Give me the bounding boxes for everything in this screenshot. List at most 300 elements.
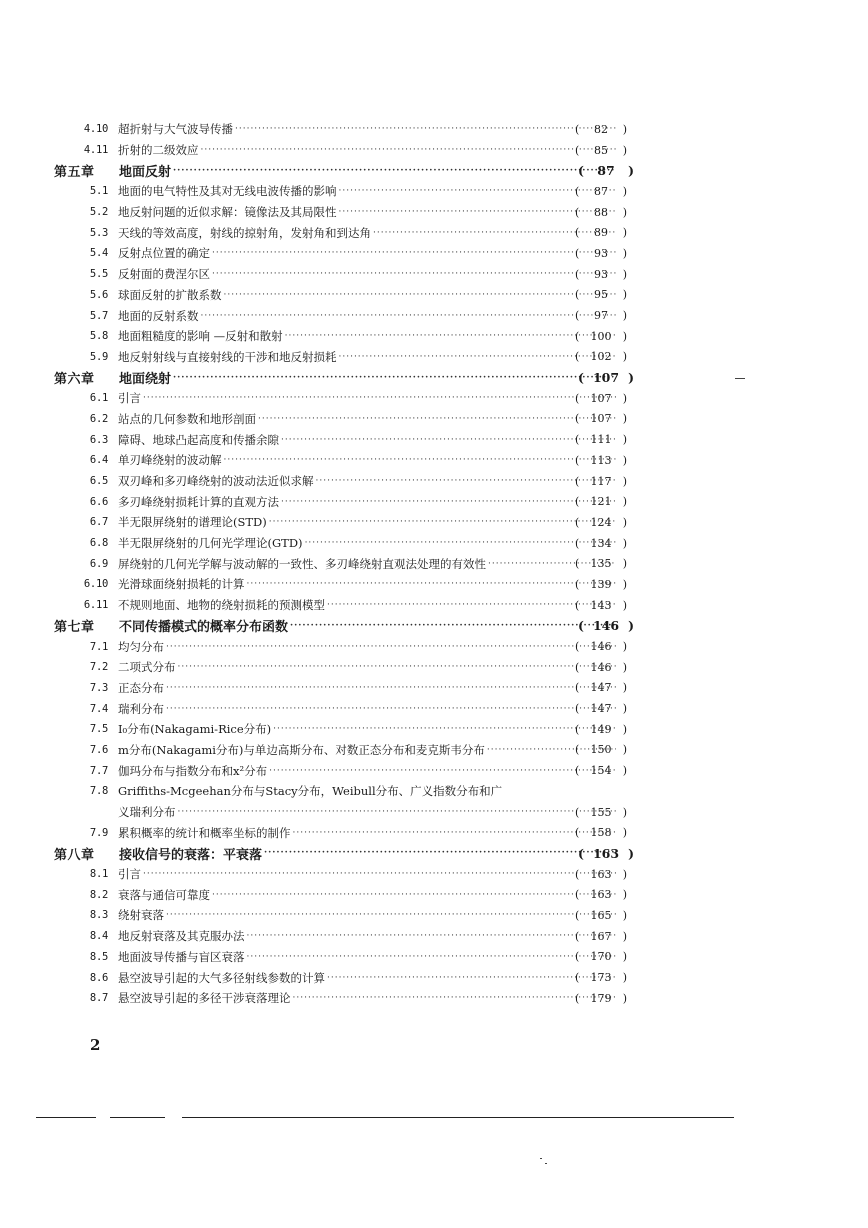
page-ref [575, 516, 627, 529]
page-ref [575, 392, 627, 405]
page-ref-number: 155 [590, 805, 612, 819]
page-ref [575, 723, 627, 736]
section-number: 5.4 [89, 247, 108, 260]
entry-title: 双刃峰和多刃峰绕射的波动法近似求解 [118, 474, 314, 489]
chapter-number: 第七章 [54, 620, 95, 636]
page-ref [575, 454, 627, 467]
entry-title: 障碍、地球凸起高度和传播余隙 [118, 432, 279, 447]
entry-title: m分布(Nakagami分布)与单边高斯分布、对数正态分布和麦克斯韦分布 [118, 742, 485, 757]
leader-dots [327, 600, 616, 610]
divider [182, 1117, 734, 1118]
scan-speck [735, 378, 745, 379]
section-number: 7.6 [89, 743, 108, 756]
entry-title: 折射的二级效应 [118, 143, 199, 158]
page-ref [575, 433, 627, 446]
page-ref [575, 640, 627, 653]
paren-close: ) [622, 205, 627, 219]
toc-chapter-row [0, 160, 868, 181]
page-ref-number: 154 [590, 764, 612, 778]
page-ref-number: 165 [590, 908, 612, 922]
paren-close: ) [622, 598, 627, 612]
paren-open: ( [575, 246, 580, 260]
page-ref-number: 173 [590, 971, 612, 985]
paren-close: ) [622, 722, 627, 736]
page-ref [578, 370, 634, 385]
section-number: 5.5 [89, 268, 108, 281]
entry-title: 不同传播模式的概率分布函数 [119, 620, 289, 636]
paren-close: ) [622, 453, 627, 467]
paren-close: ) [622, 143, 627, 157]
page-ref-number: 170 [590, 950, 612, 964]
page-ref-number: 150 [590, 743, 612, 757]
section-number: 4.10 [83, 123, 108, 136]
paren-open: ( [575, 888, 580, 902]
leader-dots [247, 952, 617, 962]
toc-section-row [0, 243, 868, 264]
paren-close: ) [622, 515, 627, 529]
page-ref [575, 764, 627, 777]
entry-title: 地面的反射系数 [118, 308, 199, 323]
paren-open: ( [578, 370, 584, 386]
entry-title-wrapper [118, 783, 616, 799]
paren-close: ) [622, 908, 627, 922]
leader-dots [166, 683, 616, 693]
page-ref [575, 144, 627, 157]
toc-section-row [0, 285, 868, 306]
paren-open: ( [575, 867, 580, 881]
entry-title-wrapper [118, 949, 616, 965]
toc-section-row [0, 719, 868, 740]
leader-dots [166, 642, 616, 652]
page-ref-number: 82 [594, 122, 608, 136]
paren-open: ( [575, 702, 580, 716]
entry-title: 地面的电气特性及其对无线电波传播的影响 [118, 184, 337, 199]
section-number: 4.11 [83, 144, 108, 157]
toc-section-row [0, 140, 868, 161]
entry-title-wrapper [118, 308, 616, 324]
page-ref-number: 139 [590, 577, 612, 591]
entry-title-wrapper [118, 866, 616, 882]
section-number: 8.2 [89, 888, 108, 901]
paren-close: ) [628, 370, 634, 386]
entry-title: 累积概率的统计和概率坐标的制作 [118, 825, 291, 840]
toc-section-row [0, 864, 868, 885]
paren-open: ( [575, 453, 580, 467]
paren-open: ( [575, 226, 580, 240]
section-number: 6.10 [83, 578, 108, 591]
entry-title: 地面绕射 [119, 372, 172, 388]
chapter-number: 第六章 [54, 372, 95, 388]
toc-section-row [0, 926, 868, 947]
paren-close: ) [622, 309, 627, 323]
paren-close: ) [622, 433, 627, 447]
page-ref-number: 163 [590, 888, 612, 902]
page-ref-number: 146 [590, 640, 612, 654]
entry-title-wrapper [118, 928, 616, 944]
toc-section-row [0, 657, 868, 678]
paren-open: ( [575, 495, 580, 509]
toc-section-row [0, 884, 868, 905]
section-number: 6.8 [89, 537, 108, 550]
toc-section-row [0, 802, 868, 823]
paren-open: ( [575, 950, 580, 964]
page-ref-number: 158 [590, 826, 612, 840]
page-ref-number: 163 [592, 845, 620, 861]
paren-close: ) [622, 557, 627, 571]
paren-close: ) [622, 122, 627, 136]
page-ref [575, 950, 627, 963]
section-number: 6.6 [89, 495, 108, 508]
page-ref-number: 146 [590, 660, 612, 674]
leader-dots [293, 993, 617, 1003]
section-number: 8.7 [89, 992, 108, 1005]
paren-close: ) [622, 226, 627, 240]
entry-title-wrapper [118, 721, 616, 737]
paren-open: ( [578, 163, 584, 179]
leader-dots [273, 724, 616, 734]
entry-title-wrapper [119, 161, 616, 180]
section-number: 7.2 [89, 661, 108, 674]
page-ref [575, 475, 627, 488]
leader-dots [247, 931, 617, 941]
entry-title: 地面反射 [119, 165, 172, 181]
section-number: 8.5 [89, 950, 108, 963]
entry-title-wrapper [119, 844, 616, 863]
chapter-number: 第五章 [54, 165, 95, 181]
section-number: 7.5 [89, 723, 108, 736]
page-ref [575, 743, 627, 756]
entry-title: 半无限屏绕射的谱理论(STD) [118, 515, 267, 530]
leader-dots [212, 890, 616, 900]
page-ref [575, 557, 627, 570]
paren-open: ( [575, 681, 580, 695]
entry-title: 多刃峰绕射损耗计算的直观方法 [118, 494, 279, 509]
section-number: 6.9 [89, 557, 108, 570]
page-ref-number: 107 [592, 370, 620, 386]
entry-title: 伽玛分布与指数分布和x²分布 [118, 763, 268, 778]
leader-dots [178, 807, 617, 817]
entry-title: 引言 [118, 391, 141, 406]
paren-open: ( [575, 122, 580, 136]
entry-title-wrapper [118, 432, 616, 448]
entry-title: 地面粗糙度的影响 —反射和散射 [118, 329, 283, 344]
entry-title: 不规则地面、地物的绕射损耗的预测模型 [118, 598, 325, 613]
page-ref [575, 330, 627, 343]
toc-section-row [0, 822, 868, 843]
entry-title: 天线的等效高度，射线的掠射角，发射角和到达角 [118, 225, 371, 240]
entry-title: 衰落与通信可靠度 [118, 887, 210, 902]
toc-section-row [0, 429, 868, 450]
page-ref-number: 149 [590, 722, 612, 736]
paren-close: ) [622, 702, 627, 716]
entry-title-wrapper [118, 804, 616, 820]
entry-title-wrapper [118, 204, 616, 220]
leader-dots [178, 662, 617, 672]
paren-close: ) [622, 660, 627, 674]
section-number: 6.5 [89, 475, 108, 488]
section-number: 7.3 [89, 681, 108, 694]
entry-title: 光滑球面绕射损耗的计算 [118, 577, 245, 592]
leader-dots [212, 248, 616, 258]
entry-title: 瑞利分布 [118, 701, 164, 716]
paren-open: ( [575, 143, 580, 157]
toc-section-row [0, 388, 868, 409]
entry-title-wrapper [118, 349, 616, 365]
paren-open: ( [575, 577, 580, 591]
leader-dots [269, 766, 616, 776]
scan-speck [545, 1163, 547, 1164]
page-ref [575, 268, 627, 281]
leader-dots [235, 124, 616, 134]
leader-dots [143, 869, 616, 879]
entry-title-wrapper [118, 245, 616, 261]
paren-close: ) [622, 495, 627, 509]
toc-section-row [0, 636, 868, 657]
paren-open: ( [575, 391, 580, 405]
section-number: 5.2 [89, 206, 108, 219]
entry-title-wrapper [118, 680, 616, 696]
toc-section-row [0, 305, 868, 326]
entry-title-wrapper [118, 452, 616, 468]
page-ref-number: 93 [594, 246, 608, 260]
page-ref [575, 661, 627, 674]
toc-section-row [0, 698, 868, 719]
paren-open: ( [575, 640, 580, 654]
entry-title-wrapper [118, 556, 616, 572]
toc-section-row [0, 512, 868, 533]
paren-close: ) [622, 391, 627, 405]
paren-close: ) [622, 412, 627, 426]
section-number: 5.1 [89, 185, 108, 198]
page-ref [575, 247, 627, 260]
page-ref-number: 121 [590, 495, 612, 509]
paren-open: ( [575, 764, 580, 778]
toc-section-row [0, 678, 868, 699]
paren-open: ( [575, 929, 580, 943]
section-number: 5.3 [89, 226, 108, 239]
section-number: 8.1 [89, 868, 108, 881]
toc-section-row [0, 533, 868, 554]
entry-title: 二项式分布 [118, 660, 176, 675]
toc-chapter-row [0, 616, 868, 637]
paren-close: ) [622, 950, 627, 964]
entry-title: 球面反射的扩散系数 [118, 287, 222, 302]
toc-chapter-row [0, 843, 868, 864]
page-ref [575, 309, 627, 322]
entry-title-wrapper [118, 287, 616, 303]
page-ref [575, 288, 627, 301]
section-number: 7.4 [89, 702, 108, 715]
entry-title-wrapper [118, 142, 616, 158]
paren-close: ) [622, 267, 627, 281]
entry-title-wrapper [118, 887, 616, 903]
page-ref-number: 124 [590, 515, 612, 529]
toc-section-row [0, 595, 868, 616]
leader-dots [281, 435, 616, 445]
entry-title-wrapper [119, 616, 616, 635]
page-ref [575, 992, 627, 1005]
page-ref-number: 107 [590, 391, 612, 405]
leader-dots [293, 828, 617, 838]
entry-title-wrapper [118, 763, 616, 779]
leader-dots [201, 311, 617, 321]
leader-dots [305, 538, 616, 548]
page-ref [575, 123, 627, 136]
page-ref-number: 135 [590, 557, 612, 571]
page-ref [575, 599, 627, 612]
paren-open: ( [575, 205, 580, 219]
paren-open: ( [575, 309, 580, 323]
entry-title-wrapper [118, 701, 616, 717]
toc-section-row [0, 326, 868, 347]
entry-title: 义瑞利分布 [118, 805, 176, 820]
leader-dots [212, 269, 616, 279]
entry-title: 接收信号的衰落：平衰落 [119, 847, 263, 863]
paren-open: ( [575, 971, 580, 985]
scan-speck [540, 1158, 542, 1159]
entry-title: 超折射与大气波导传播 [118, 122, 233, 137]
section-number: 8.4 [89, 930, 108, 943]
paren-close: ) [622, 929, 627, 943]
entry-title-wrapper [118, 576, 616, 592]
entry-title-wrapper [118, 535, 616, 551]
paren-close: ) [622, 743, 627, 757]
section-number: 8.3 [89, 909, 108, 922]
page-ref-number: 117 [590, 474, 612, 488]
page-ref [575, 971, 627, 984]
paren-open: ( [575, 598, 580, 612]
section-number: 6.7 [89, 516, 108, 529]
entry-title: 地反射衰落及其克服办法 [118, 929, 245, 944]
section-number: 6.4 [89, 454, 108, 467]
section-number: 6.3 [89, 433, 108, 446]
toc-section-row [0, 347, 868, 368]
toc-section-row [0, 119, 868, 140]
entry-title: 绕射衰落 [118, 908, 164, 923]
entry-title: 地反射射线与直接射线的干涉和地反射损耗 [118, 349, 337, 364]
page-ref-number: 100 [590, 329, 612, 343]
section-number: 7.9 [89, 826, 108, 839]
entry-title-wrapper [118, 183, 616, 199]
page-ref [575, 868, 627, 881]
paren-open: ( [575, 908, 580, 922]
paren-open: ( [575, 474, 580, 488]
section-number: 5.6 [89, 288, 108, 301]
paren-close: ) [622, 536, 627, 550]
leader-dots [258, 414, 616, 424]
entry-title-wrapper [118, 390, 616, 406]
entry-title-wrapper [118, 639, 616, 655]
page-ref-number: 107 [590, 412, 612, 426]
section-number: 7.8 [89, 785, 108, 798]
paren-close: ) [622, 764, 627, 778]
paren-close: ) [622, 888, 627, 902]
entry-title: 悬空波导引起的大气多径射线参数的计算 [118, 970, 325, 985]
entry-title-wrapper [118, 514, 616, 530]
paren-close: ) [622, 826, 627, 840]
page-ref [575, 185, 627, 198]
page-ref [575, 537, 627, 550]
paren-open: ( [575, 660, 580, 674]
page-ref-number: 85 [594, 143, 608, 157]
paren-close: ) [622, 246, 627, 260]
page-ref-number: 163 [590, 867, 612, 881]
entry-title: 反射面的费涅尔区 [118, 267, 210, 282]
entry-title: 地面波导传播与盲区衰落 [118, 949, 245, 964]
page-ref-number: 111 [590, 433, 612, 447]
paren-close: ) [622, 184, 627, 198]
leader-dots [327, 973, 616, 983]
paren-open: ( [578, 618, 584, 634]
paren-open: ( [575, 329, 580, 343]
toc-section-row [0, 988, 868, 1009]
entry-title: 均匀分布 [118, 639, 164, 654]
page-ref-number: 89 [594, 226, 608, 240]
paren-close: ) [622, 288, 627, 302]
page-ref [575, 888, 627, 901]
entry-title-wrapper [118, 121, 616, 137]
page-ref-number: 146 [592, 618, 620, 634]
page-ref-number: 87 [594, 184, 608, 198]
page-ref [575, 226, 627, 239]
paren-open: ( [575, 826, 580, 840]
leader-dots [281, 497, 616, 507]
table-of-contents [0, 119, 868, 1009]
page-ref [575, 909, 627, 922]
paren-close: ) [628, 845, 634, 861]
page-ref [575, 702, 627, 715]
toc-section-row [0, 740, 868, 761]
page-ref-number: 93 [594, 267, 608, 281]
page-ref [575, 930, 627, 943]
leader-dots [201, 145, 617, 155]
entry-title-wrapper [118, 825, 616, 841]
paren-open: ( [575, 515, 580, 529]
leader-dots [316, 476, 617, 486]
page-ref [575, 495, 627, 508]
entry-title-wrapper [118, 990, 616, 1006]
page-ref-number: 113 [590, 453, 612, 467]
toc-section-row [0, 264, 868, 285]
paren-close: ) [622, 640, 627, 654]
toc-section-row [0, 760, 868, 781]
toc-section-row [0, 202, 868, 223]
leader-dots [173, 373, 616, 383]
entry-title: 反射点位置的确定 [118, 246, 210, 261]
section-number: 7.1 [89, 640, 108, 653]
paren-open: ( [575, 805, 580, 819]
paren-open: ( [575, 433, 580, 447]
section-number: 5.7 [89, 309, 108, 322]
paren-close: ) [622, 329, 627, 343]
paren-open: ( [575, 184, 580, 198]
toc-section-row [0, 409, 868, 430]
paren-close: ) [628, 163, 634, 179]
leader-dots [224, 455, 617, 465]
page-number: 2 [90, 1036, 101, 1054]
entry-title: 引言 [118, 867, 141, 882]
page-ref-number: 147 [590, 681, 612, 695]
entry-title-wrapper [118, 970, 616, 986]
page-ref [575, 350, 627, 363]
entry-title: 单刃峰绕射的波动解 [118, 453, 222, 468]
paren-open: ( [575, 412, 580, 426]
page-ref-number: 102 [590, 350, 612, 364]
paren-open: ( [575, 557, 580, 571]
page-ref [575, 681, 627, 694]
page-ref-number: 97 [594, 309, 608, 323]
leader-dots [166, 910, 616, 920]
